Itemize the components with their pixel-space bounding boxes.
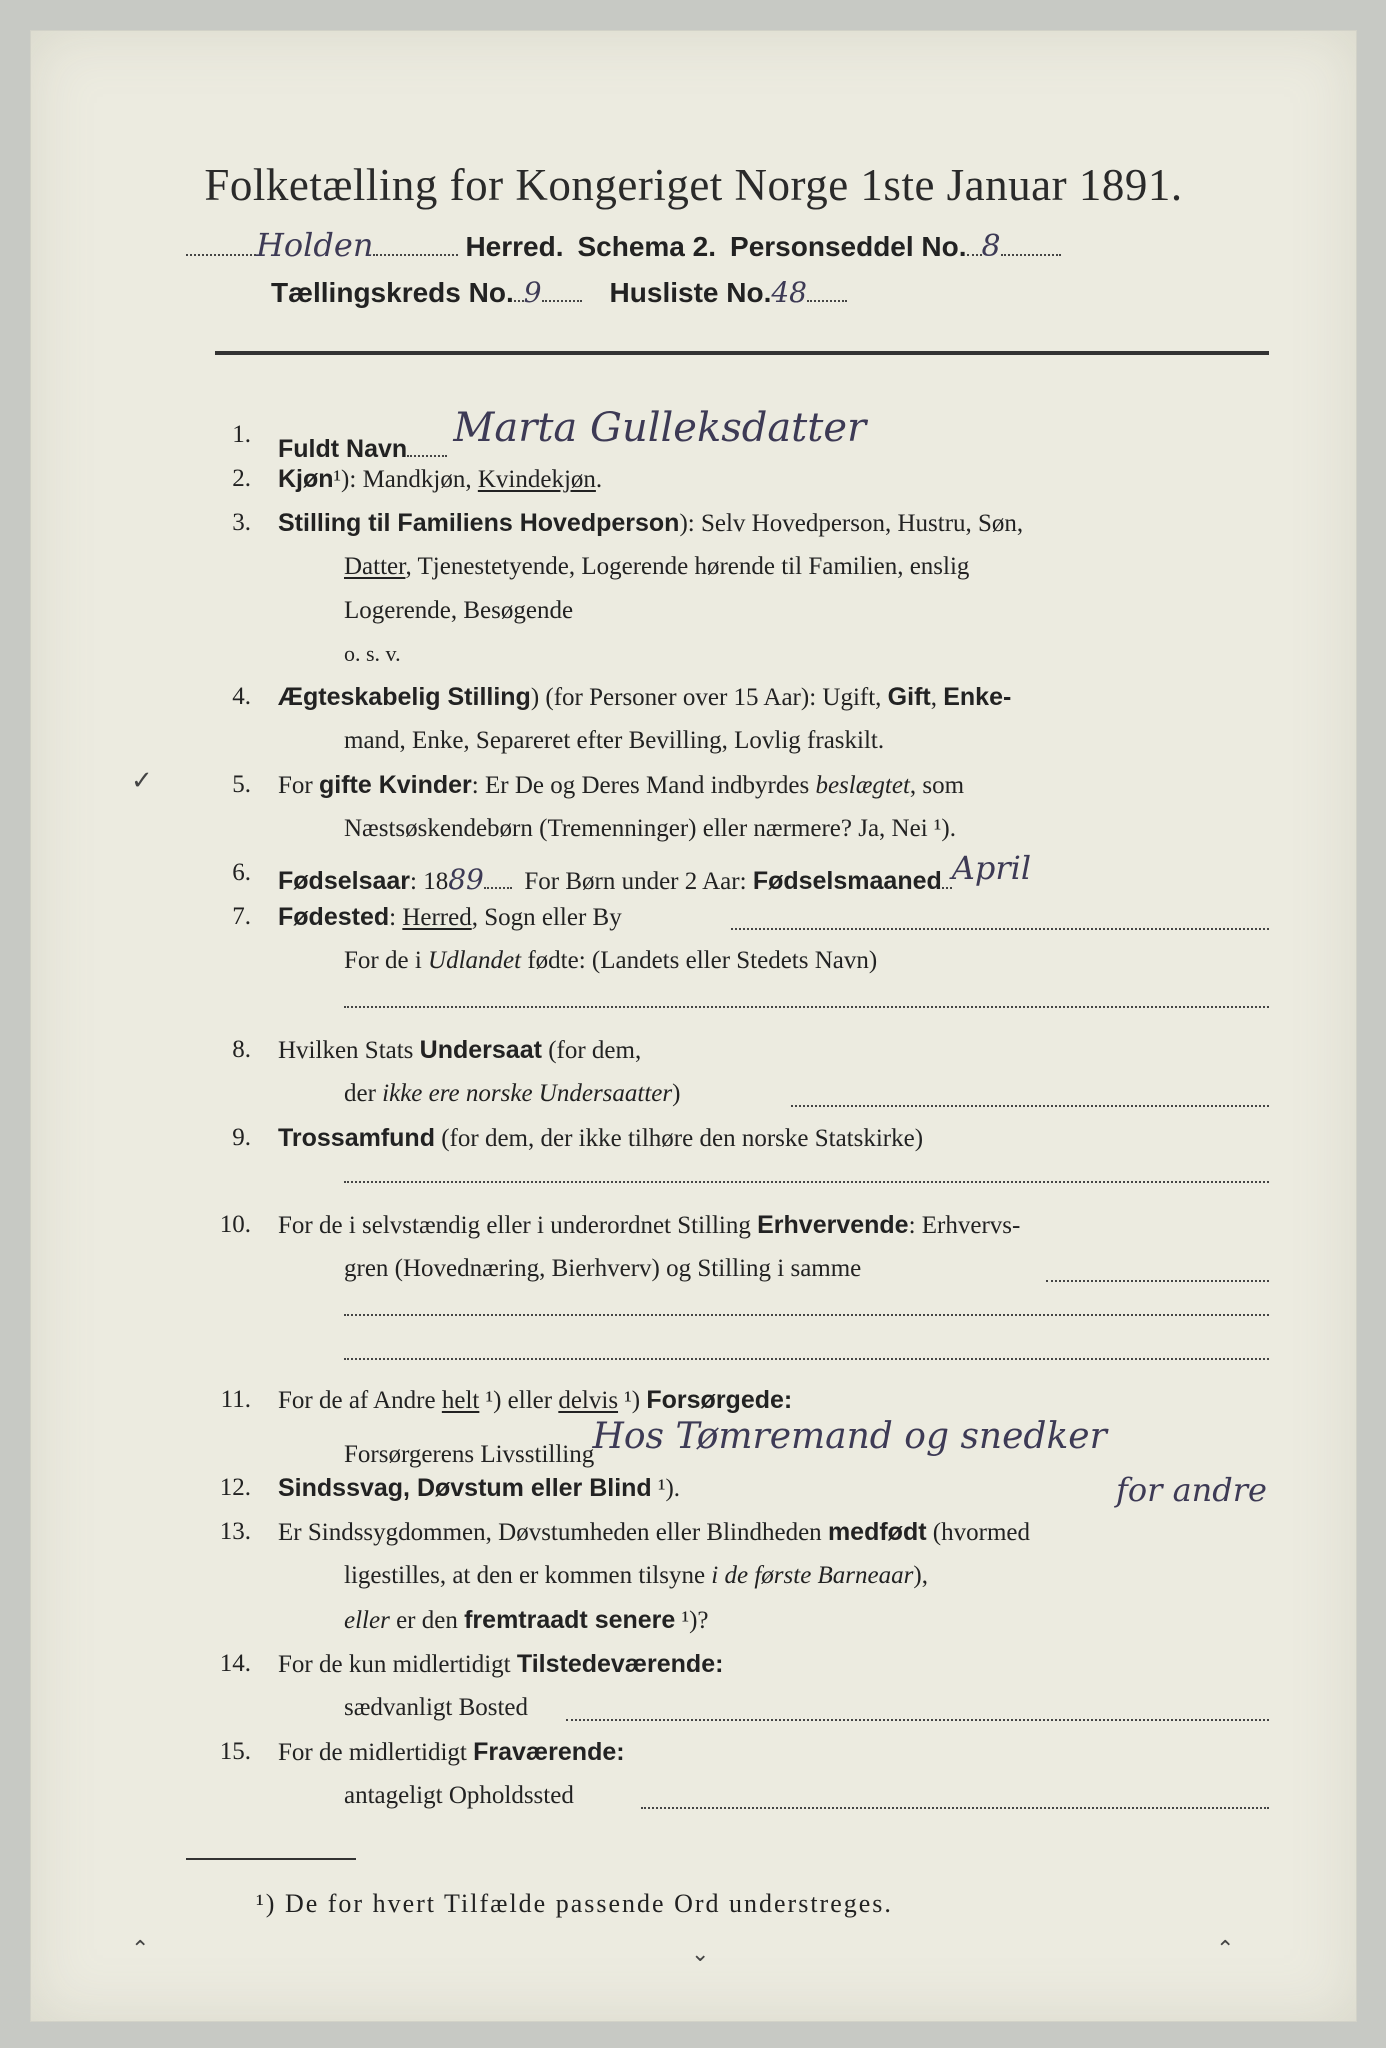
q5-text2: : Er De og Deres Mand indbyrdes <box>471 772 816 799</box>
q12-label: Sindssvag, Døvstum eller Blind <box>278 1474 652 1502</box>
q1-row <box>278 405 867 467</box>
corner-mark-center-icon: ⌄ <box>691 1941 710 1966</box>
q3-selected-option: Datter <box>344 553 406 580</box>
corner-mark-left-icon: ⌃ <box>131 1936 150 1961</box>
q8-line2 <box>344 1080 680 1108</box>
q14-line2: sædvanligt Bosted <box>344 1694 529 1721</box>
q15-line2: antageligt Opholdssted <box>344 1782 574 1809</box>
q8-line2-italic: ikke ere norske Undersaatter <box>382 1080 673 1107</box>
tick-mark-icon: ✓ <box>131 766 153 795</box>
q7-udlandet: Udlandet <box>428 947 522 974</box>
q9-number: 9. <box>232 1124 251 1151</box>
q11-delvis: delvis <box>558 1387 619 1414</box>
q13-line3 <box>344 1606 709 1635</box>
q4-comma: , <box>930 684 944 711</box>
q13-line2b: ), <box>913 1562 928 1589</box>
q4-label: Ægteskabelig Stilling <box>278 683 531 711</box>
q2-label: Kjøn <box>278 465 334 493</box>
q14-number: 14. <box>219 1650 251 1677</box>
q3-number: 3. <box>232 509 251 536</box>
q1-label: Fuldt Navn <box>278 435 408 463</box>
q2-sup: ¹ <box>333 466 342 493</box>
q11-line2 <box>344 1416 1115 1471</box>
q5-line2: Næstsøskendebørn (Tremenninger) eller nærmere? Ja, Nei ¹). <box>344 815 956 842</box>
q10-text1: For de i selvstændig eller i underordnet Stilling <box>278 1212 758 1239</box>
q6-month-value: April <box>951 849 1032 887</box>
footnote: ¹) De for hvert Tilfælde passende Ord understreges. <box>256 1889 893 1918</box>
q9-label: Trossamfund <box>278 1124 435 1152</box>
q7-text2: , Sogn eller By <box>471 904 622 931</box>
q15-colon: : <box>616 1738 625 1766</box>
q6-row <box>278 849 1032 897</box>
q8-text2: (for dem, <box>541 1037 642 1064</box>
q10-answer-line-2 <box>344 1358 1269 1360</box>
q15-number: 15. <box>219 1738 251 1765</box>
q7-line2a: For de i <box>344 947 429 974</box>
q11-text2: ¹) eller <box>479 1387 559 1414</box>
q11-line2-label: Forsørgerens Livsstilling <box>344 1441 595 1468</box>
q3-line2 <box>344 553 969 581</box>
q3-text2: , Tjenestetyende, Logerende hørende til Familien, enslig <box>405 553 970 580</box>
q11-colon: : <box>783 1386 793 1414</box>
q7-number: 7. <box>232 903 251 930</box>
q8-text1: Hvilken Stats <box>278 1037 420 1064</box>
q5-label: gifte Kvinder <box>318 771 472 799</box>
q6-year-value: 89 <box>448 863 484 896</box>
q2-selected-option: Kvindekjøn <box>477 466 596 493</box>
husliste-value: 48 <box>771 276 807 309</box>
q4-row <box>278 683 1011 712</box>
q6-text2: For Børn under 2 Aar: <box>524 868 753 895</box>
q12-end: ¹). <box>651 1475 681 1502</box>
q9-answer-line <box>344 1181 1269 1183</box>
q13-line3-bold: fremtraadt senere <box>464 1606 676 1634</box>
q10-fill-line <box>1046 1280 1269 1282</box>
footnote-divider <box>186 1858 356 1860</box>
q11-occupation-value: Hos Tømremand og snedker <box>592 1416 1107 1457</box>
q3-line3: Logerende, Besøgende <box>344 597 574 624</box>
q9-row <box>278 1124 923 1153</box>
q1-number: 1. <box>232 421 251 448</box>
q7-text1: : <box>389 904 403 931</box>
q6-text1: : 18 <box>410 868 449 895</box>
personseddel-label: Personseddel No. <box>730 231 967 262</box>
q10-number: 10. <box>219 1211 251 1238</box>
q14-colon: : <box>715 1650 724 1678</box>
q14-row <box>278 1650 723 1679</box>
q7-fill-line <box>731 928 1269 930</box>
header-herred-line <box>186 226 1061 264</box>
q13-line3-italic: eller <box>344 1607 390 1634</box>
q5-beslaegtet: beslægtet <box>815 772 910 799</box>
q11-row <box>278 1386 792 1415</box>
q4-line2: mand, Enke, Separeret efter Bevilling, Lovlig fraskilt. <box>344 727 885 754</box>
q14-label: Tilstedeværende <box>516 1650 716 1678</box>
q14-text1: For de kun midlertidigt <box>278 1651 517 1678</box>
q13-line2-italic: i de første Barneaar <box>711 1562 914 1589</box>
personseddel-value: 8 <box>981 229 1001 264</box>
herred-label: Herred. <box>465 231 564 262</box>
q7-row <box>278 903 622 932</box>
q3-line4: o. s. v. <box>344 641 401 666</box>
q5-row <box>278 771 964 800</box>
kreds-value: 9 <box>523 276 542 309</box>
q13-line2 <box>344 1562 928 1590</box>
q2-text: ): Mandkjøn, <box>341 466 478 493</box>
q11-number: 11. <box>220 1386 251 1413</box>
q2-end: . <box>595 466 603 493</box>
q11-label: Forsørgede <box>646 1386 784 1414</box>
q10-text2: : Erhvervs- <box>908 1212 1021 1239</box>
q13-line2a: ligestilles, at den er kommen tilsyne <box>344 1562 712 1589</box>
header-kreds-line <box>271 276 847 310</box>
q10-line2: gren (Hovednæring, Bierhverv) og Stilling i samme <box>344 1255 862 1282</box>
schema-label: Schema 2. <box>577 231 717 262</box>
q7-answer-line <box>344 1006 1269 1008</box>
q15-fill-line <box>641 1807 1269 1809</box>
form-title: Folketælling for Kongeriget Norge 1ste Januar 1891. <box>204 160 1183 210</box>
q5-number: 5. <box>232 771 251 798</box>
census-form-page <box>30 30 1357 2022</box>
q4-text1: ) (for Personer over 15 Aar): Ugift, <box>530 684 888 711</box>
q12-row <box>278 1474 680 1503</box>
husliste-label: Husliste No. <box>609 277 772 308</box>
q8-label: Undersaat <box>419 1036 542 1064</box>
q6-number: 6. <box>232 859 251 886</box>
q3-row <box>278 509 1023 538</box>
q4-number: 4. <box>232 683 251 710</box>
q10-label: Erhvervende <box>757 1211 909 1239</box>
q13-label: medfødt <box>827 1518 927 1546</box>
q3-text1: ): Selv Hovedperson, Hustru, Søn, <box>679 510 1024 537</box>
q11-occupation-value-2: for andre <box>1116 1471 1267 1509</box>
q4-enke: Enke- <box>943 683 1012 711</box>
q15-text1: For de midlertidigt <box>278 1739 474 1766</box>
q6-month-label: Fødselsmaaned <box>752 867 942 895</box>
q13-line3c: ¹)? <box>675 1607 709 1634</box>
q13-row <box>278 1518 1030 1547</box>
q11-helt: helt <box>441 1387 480 1414</box>
q1-name-value: Marta Gulleksdatter <box>453 405 867 451</box>
q15-label: Fraværende <box>473 1738 617 1766</box>
q13-number: 13. <box>219 1518 251 1545</box>
q5-text1: For <box>278 772 319 799</box>
q8-row <box>278 1036 641 1065</box>
q8-line2a: der <box>344 1080 383 1107</box>
q7-selected-option: Herred <box>402 904 472 931</box>
q10-answer-line-1 <box>344 1314 1269 1316</box>
q3-label: Stilling til Familiens Hovedperson <box>278 509 680 537</box>
q2-row <box>278 465 602 494</box>
herred-value: Holden <box>256 226 374 264</box>
q7-line2 <box>344 947 877 975</box>
q14-fill-line <box>566 1719 1269 1721</box>
q8-fill-line <box>791 1105 1269 1107</box>
q11-text3: ¹) <box>618 1387 647 1414</box>
header-divider <box>215 351 1269 355</box>
q13-text1: Er Sindssygdommen, Døvstumheden eller Blindheden <box>278 1519 828 1546</box>
q7-line2b: fødte: (Landets eller Stedets Navn) <box>521 947 878 974</box>
q8-line2b: ) <box>672 1080 681 1107</box>
q2-number: 2. <box>232 465 251 492</box>
q9-text: (for dem, der ikke tilhøre den norske Statskirke) <box>434 1125 924 1152</box>
q11-text1: For de af Andre <box>278 1387 442 1414</box>
q5-comma: , som <box>909 772 965 799</box>
q4-gift: Gift <box>887 683 931 711</box>
q8-number: 8. <box>232 1036 251 1063</box>
q7-label: Fødested <box>278 903 390 931</box>
q10-row <box>278 1211 1020 1240</box>
q15-row <box>278 1738 625 1767</box>
q13-text2: (hvormed <box>926 1519 1030 1546</box>
q6-label: Fødselsaar <box>278 867 411 895</box>
q12-number: 12. <box>219 1474 251 1501</box>
kreds-label: Tællingskreds No. <box>271 277 514 308</box>
corner-mark-right-icon: ⌃ <box>1216 1936 1235 1961</box>
q13-line3a: er den <box>389 1607 465 1634</box>
